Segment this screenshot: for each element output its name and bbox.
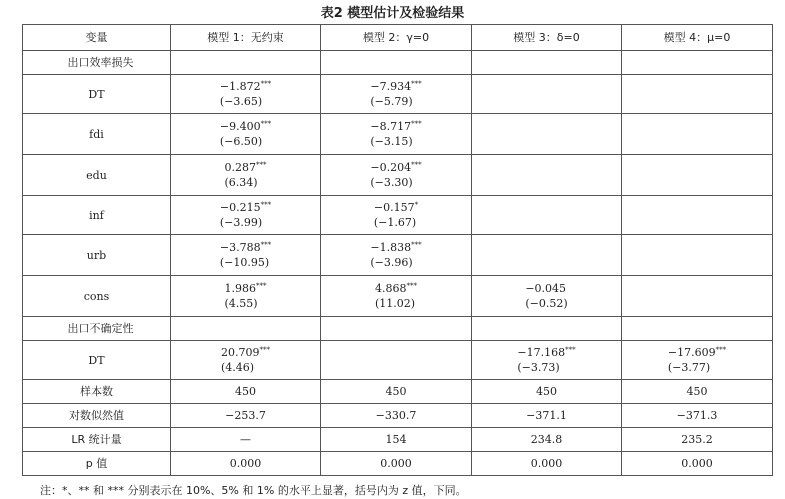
cell-m1: 20.709*** (4.46)	[171, 341, 321, 380]
table-row	[23, 404, 773, 428]
table-row	[23, 75, 773, 114]
cell-m4: −17.609*** (−3.77)	[622, 341, 773, 380]
stat-cell: 450	[321, 380, 472, 404]
table-row	[23, 155, 773, 196]
cell-m1: −3.788*** (−10.95)	[171, 235, 321, 276]
table-row	[23, 196, 773, 235]
table-row	[23, 380, 773, 404]
row-label: 样本数	[23, 380, 171, 404]
header-model-3: 模型 3：δ=0	[472, 25, 622, 51]
cell-m2: −0.157* (−1.67)	[321, 196, 472, 235]
header-model-1: 模型 1：无约束	[171, 25, 321, 51]
cell-m2: 4.868*** (11.02)	[321, 276, 472, 317]
stat-cell: 450	[171, 380, 321, 404]
section-label: 出口效率损失	[23, 51, 171, 75]
table-title: 表2 模型估计及检验结果	[320, 6, 465, 21]
cell-m1: −0.215*** (−3.99)	[171, 196, 321, 235]
row-label: DT	[23, 75, 171, 114]
section-row-uncertainty	[23, 317, 773, 341]
table-row	[23, 235, 773, 276]
cell-m1: 1.986*** (4.55)	[171, 276, 321, 317]
stat-cell: 0.000	[472, 452, 622, 476]
row-label: fdi	[23, 114, 171, 155]
row-label: LR 统计量	[23, 428, 171, 452]
cell-m2: −1.838*** (−3.96)	[321, 235, 472, 276]
cell-m1: −9.400*** (−6.50)	[171, 114, 321, 155]
stat-cell: −371.1	[472, 404, 622, 428]
section-row-efficiency-loss	[23, 51, 773, 75]
stat-cell: 235.2	[622, 428, 773, 452]
header-variable: 变量	[23, 25, 171, 51]
stat-cell: 450	[622, 380, 773, 404]
table-row	[23, 114, 773, 155]
row-label: cons	[23, 276, 171, 317]
table-row	[23, 452, 773, 476]
header-model-2: 模型 2：γ=0	[321, 25, 472, 51]
section-label: 出口不确定性	[23, 317, 171, 341]
cell-m2: −7.934*** (−5.79)	[321, 75, 472, 114]
stat-cell: —	[171, 428, 321, 452]
row-label: inf	[23, 196, 171, 235]
cell-m1: 0.287*** (6.34)	[171, 155, 321, 196]
stat-cell: 450	[472, 380, 622, 404]
row-label: 对数似然值	[23, 404, 171, 428]
cell-m3: −17.168*** (−3.73)	[472, 341, 622, 380]
stat-cell: −371.3	[622, 404, 773, 428]
cell-m2: −0.204*** (−3.30)	[321, 155, 472, 196]
header-row	[23, 25, 773, 51]
cell-m2: −8.717*** (−3.15)	[321, 114, 472, 155]
table-note: 注：*、** 和 *** 分别表示在 10%、5% 和 1% 的水平上显著，括号内为 z 值，下同。	[40, 484, 467, 497]
table-row	[23, 428, 773, 452]
stat-cell: 234.8	[472, 428, 622, 452]
table-row	[23, 276, 773, 317]
stat-cell: 0.000	[622, 452, 773, 476]
cell-m1: −1.872*** (−3.65)	[171, 75, 321, 114]
row-label: DT	[23, 341, 171, 380]
row-label: p 值	[23, 452, 171, 476]
row-label: edu	[23, 155, 171, 196]
stat-cell: 154	[321, 428, 472, 452]
table-row	[23, 341, 773, 380]
header-model-4: 模型 4：μ=0	[622, 25, 773, 51]
stat-cell: 0.000	[321, 452, 472, 476]
stat-cell: −330.7	[321, 404, 472, 428]
stat-cell: 0.000	[171, 452, 321, 476]
stat-cell: −253.7	[171, 404, 321, 428]
cell-m3: −0.045 (−0.52)	[472, 276, 622, 317]
results-table	[22, 24, 773, 476]
row-label: urb	[23, 235, 171, 276]
